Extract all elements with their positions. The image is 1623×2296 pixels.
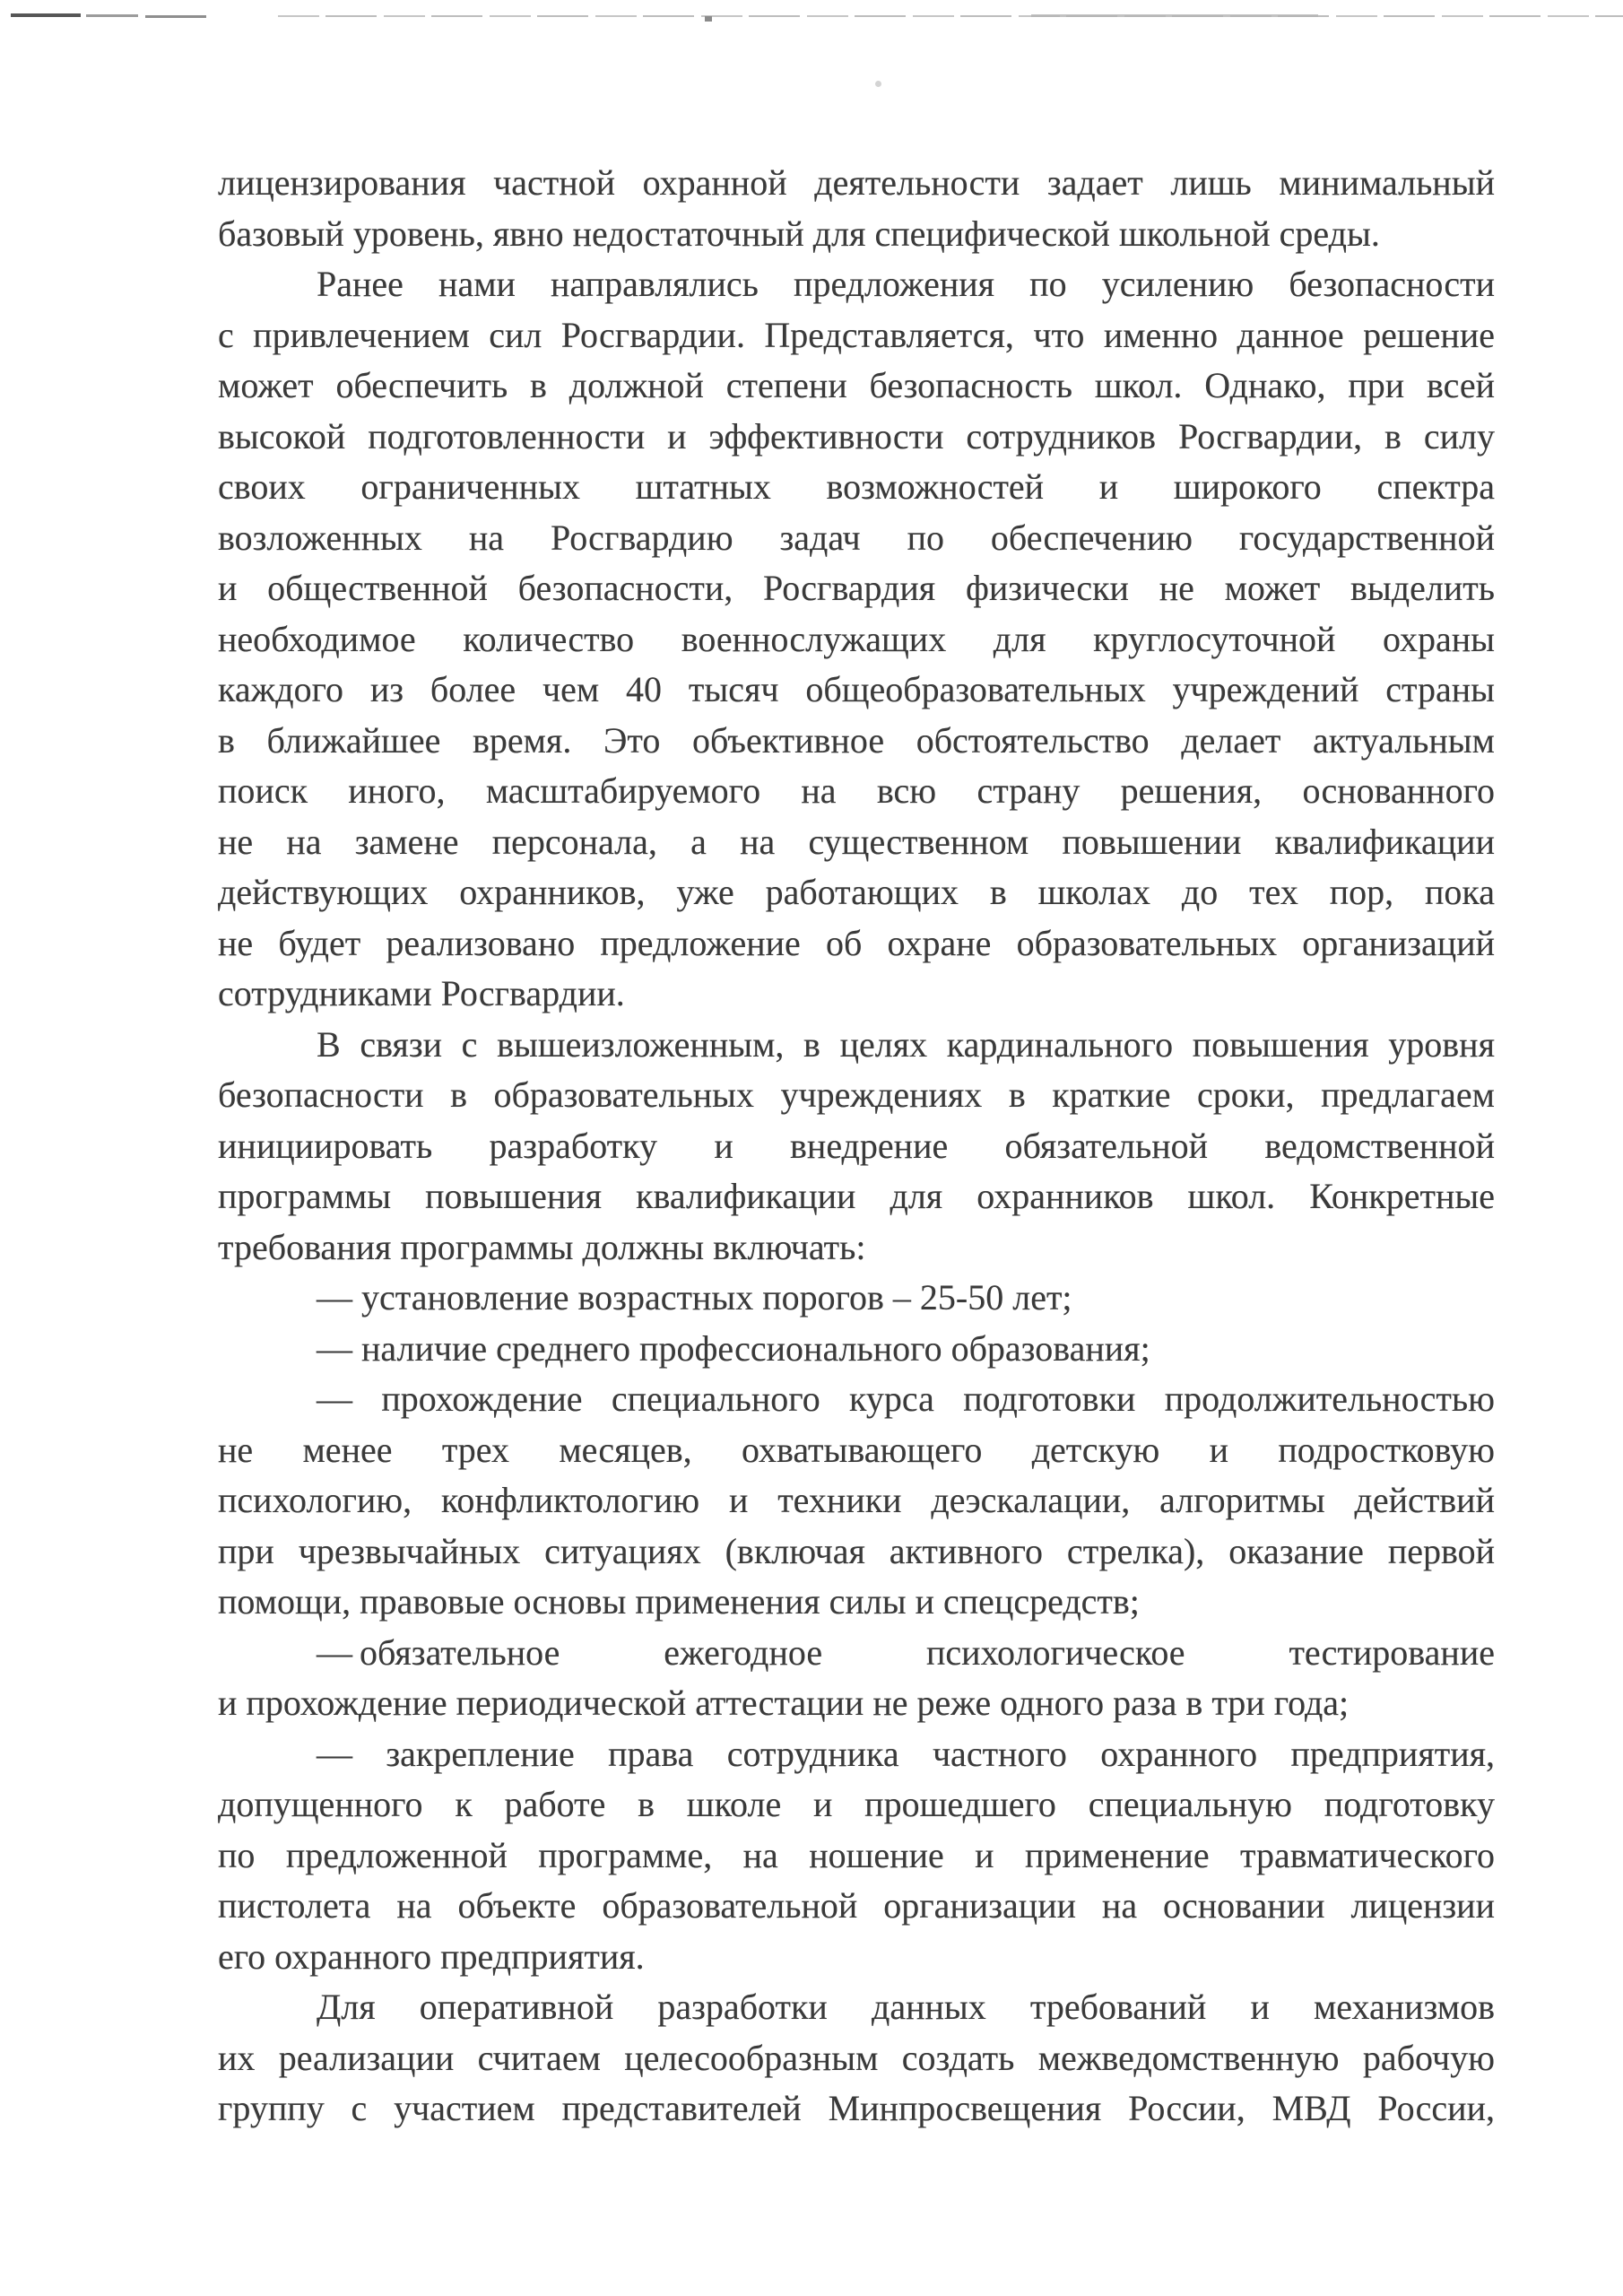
paragraph	[218, 158, 1495, 259]
scan-speck	[875, 81, 881, 87]
text-line: необходимое количество военнослужащих для круглосуточной охраны	[218, 618, 1495, 659]
text-line: его охранного предприятия.	[218, 1935, 645, 1977]
text-line: своих ограниченных штатных возможностей и широкого спектра	[218, 466, 1495, 507]
text-line: поиск иного, масштабируемого на всю страну решения, основанного	[218, 770, 1495, 811]
text-line: — наличие среднего профессионального образования;	[317, 1327, 1150, 1369]
document-body	[218, 158, 1495, 2135]
text-line: допущенного к работе в школе и прошедшего специальную подготовку	[218, 1784, 1495, 1824]
scan-edge-mark	[145, 15, 206, 18]
text-line: и прохождение периодической аттестации не реже одного раза в три года;	[218, 1683, 1350, 1723]
text-line: по предложенной программе, на ношение и применение травматического	[218, 1834, 1495, 1875]
text-line: лицензирования частной охранной деятельности задает лишь минимальный	[218, 162, 1495, 203]
scan-edge-mark	[1031, 14, 1318, 17]
text-line: не будет реализовано предложение об охране образовательных организаций	[218, 922, 1495, 963]
paragraph	[218, 259, 1495, 1020]
text-line: Для оперативной разработки данных требований и механизмов	[317, 1987, 1495, 2027]
paragraph	[218, 1020, 1495, 1274]
paragraph	[218, 1324, 1495, 1375]
text-line: не на замене персонала, а на существенном повышении квалификации	[218, 821, 1495, 862]
text-line: сотрудниками Росгвардии.	[218, 973, 625, 1013]
text-line: пистолета на объекте образовательной организации на основании лицензии	[218, 1885, 1495, 1926]
scan-edge-mark	[86, 14, 138, 17]
text-line: не менее трех месяцев, охватывающего детскую и подростковую	[218, 1429, 1495, 1470]
scan-edge-line	[278, 15, 1623, 17]
paragraph	[218, 1628, 1495, 1729]
text-line: В связи с вышеизложенным, в целях кардинального повышения уровня	[317, 1023, 1495, 1065]
text-line: и общественной безопасности, Росгвардия физически не может выделить	[218, 568, 1495, 608]
paragraph	[218, 1729, 1495, 1983]
scan-edge-mark	[705, 16, 712, 22]
paragraph	[218, 1982, 1495, 2135]
text-line: программы повышения квалификации для охранников школ. Конкретные	[218, 1176, 1495, 1216]
scan-edge-mark	[11, 13, 81, 17]
text-line: помощи, правовые основы применения силы и спецсредств;	[218, 1581, 1140, 1622]
text-line: группу с участием представителей Минпросвещения России, МВД России,	[218, 2088, 1495, 2128]
text-line: в ближайшее время. Это объективное обстоятельство делает актуальным	[218, 719, 1495, 761]
text-line: — установление возрастных порогов – 25-50 лет;	[317, 1277, 1072, 1318]
text-line: базовый уровень, явно недостаточный для специфической школьной среды.	[218, 213, 1380, 254]
text-line: инициировать разработку и внедрение обязательной ведомственной	[218, 1125, 1495, 1166]
text-line: — прохождение специального курса подготовки продолжительностью	[317, 1378, 1495, 1419]
text-line: действующих охранников, уже работающих в школах до тех пор, пока	[218, 872, 1495, 912]
text-line: при чрезвычайных ситуациях (включая активного стрелка), оказание первой	[218, 1530, 1495, 1571]
text-line: высокой подготовленности и эффективности сотрудников Росгвардии, в силу	[218, 415, 1495, 457]
text-line: Ранее нами направлялись предложения по усилению безопасности	[317, 264, 1495, 304]
text-line: может обеспечить в должной степени безопасность школ. Однако, при всей	[218, 365, 1495, 405]
text-line: их реализации считаем целесообразным создать межведомственную рабочую	[218, 2037, 1495, 2078]
text-line: требования программы должны включать:	[218, 1226, 866, 1267]
text-line: каждого из более чем 40 тысяч общеобразовательных учреждений страны	[218, 669, 1495, 709]
text-line: с привлечением сил Росгвардии. Представляется, что именно данное решение	[218, 314, 1495, 355]
paragraph	[218, 1273, 1495, 1324]
text-line: безопасности в образовательных учреждениях в краткие сроки, предлагаем	[218, 1074, 1495, 1115]
text-line: — обязательное ежегодное психологическое тестирование	[317, 1631, 1495, 1673]
text-line: возложенных на Росгвардию задач по обеспечению государственной	[218, 517, 1495, 558]
text-line: психологию, конфликтологию и техники деэскалации, алгоритмы действий	[218, 1480, 1495, 1520]
paragraph	[218, 1374, 1495, 1628]
text-line: — закрепление права сотрудника частного охранного предприятия,	[317, 1733, 1495, 1774]
